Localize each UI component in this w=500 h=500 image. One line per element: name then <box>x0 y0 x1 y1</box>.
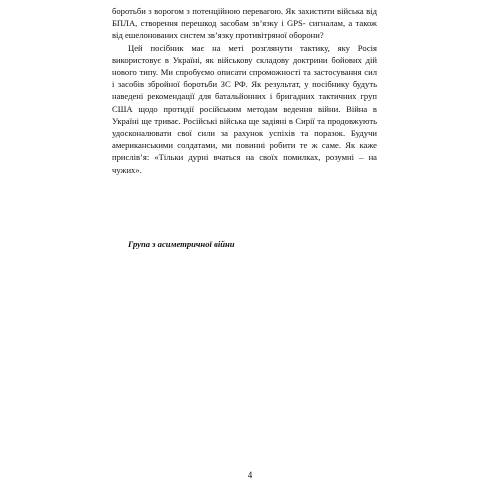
body-text <box>112 5 377 176</box>
paragraph-continued: боротьби з ворогом з потенційною перевагою. Як захистити війська від БПЛА, створення перешкод засобам зв’язку і GPS- сигналам, а також від ешелонованих систем зв’язку противітряної оборони? <box>112 6 377 41</box>
paragraph-purpose: Цей посібник має на меті розглянути тактику, яку Росія використовує в Україні, як військову складову доктрини бойових дій нового типу. Ми спробуємо описати спроможності та застосування сил і засобів збройної боротьби ЗС РФ. Як результат, у посібнику будуть наведені рекомендації для батальйонних і бригадних тактичних груп США щодо протидії російським методам ведення війни. Війна в Україні ще триває. Російські війська ще задіяні в Сирії та продовжують удосконалювати свої сили за рахунок успіхів та поразок. Будучи американськими солдатами, ми повинні робити те ж саме. Як каже прислів’я: «Тільки дурні вчаться на своїх помилках, розумні – на чужих». <box>112 42 377 175</box>
page-number: 4 <box>247 470 253 480</box>
author-signature: Група з асиметричної війни <box>128 239 235 249</box>
